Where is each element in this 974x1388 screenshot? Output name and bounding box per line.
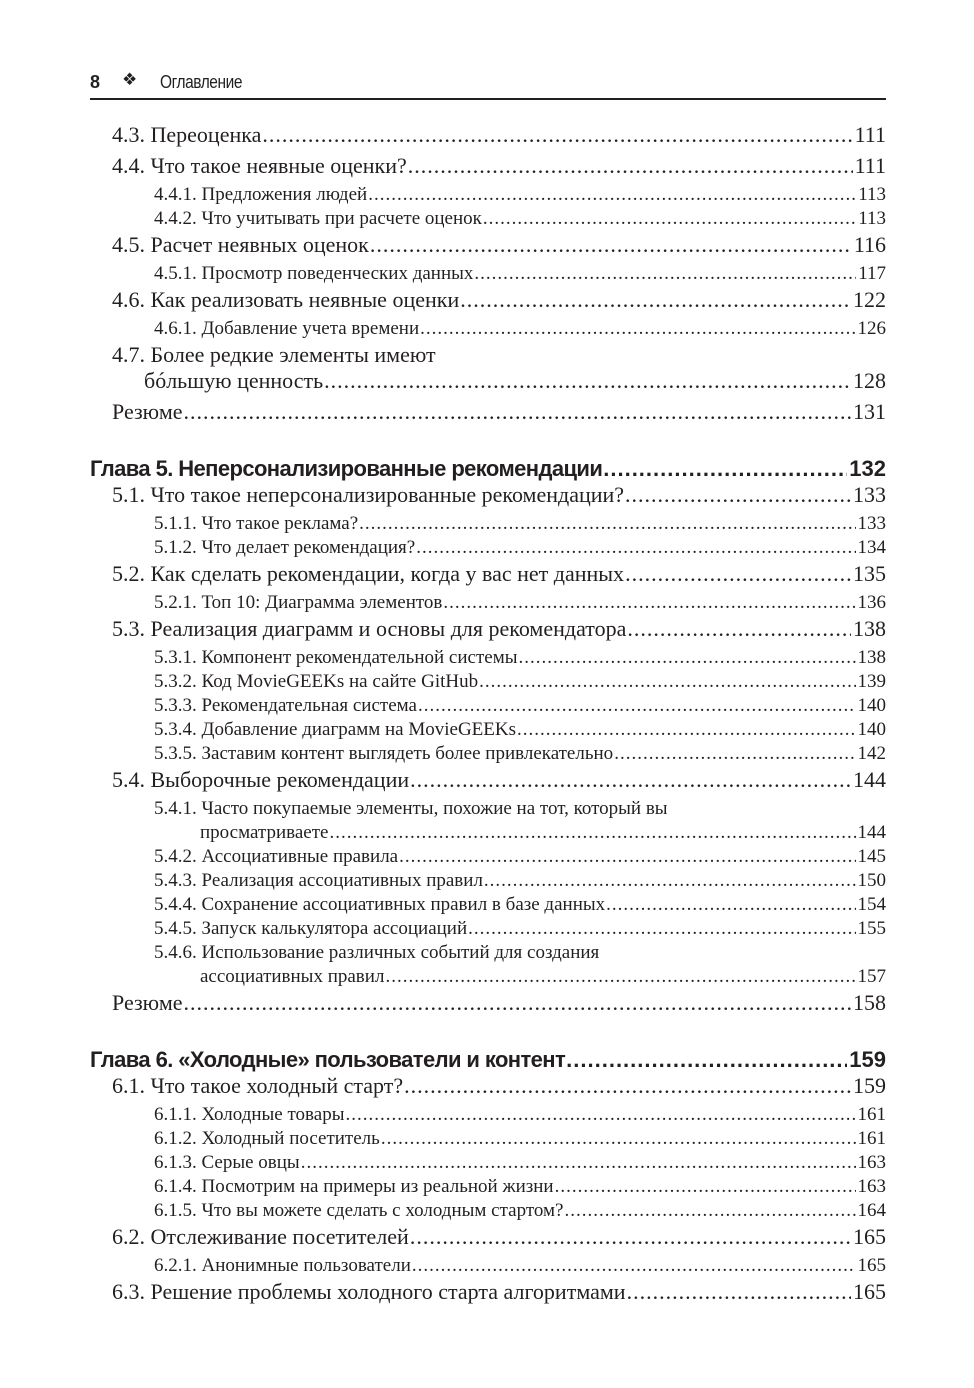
entry-label: 6.1.1. Холодные товары [154, 1104, 345, 1125]
entry-label: 6.1.3. Серые овцы [154, 1152, 300, 1173]
leader-dots [603, 456, 847, 482]
entry-page: 150 [857, 870, 886, 891]
entry-label: 5.1.1. Что такое реклама? [154, 513, 359, 534]
entry-label-line1: 4.7. Более редкие элементы имеют [112, 342, 436, 367]
entry-page: 142 [857, 743, 886, 764]
entry-label: 4.4. Что такое неявные оценки? [112, 153, 407, 178]
toc-entry-4-5-1[interactable] [90, 263, 886, 287]
toc-entry-6-3[interactable] [90, 1279, 886, 1310]
entry-label-line1: 5.4.1. Часто покупаемые элементы, похожие на тот, который вы [154, 798, 668, 819]
leader-dots [555, 1176, 856, 1198]
chapter-page: 132 [849, 456, 886, 481]
entry-page: 117 [858, 263, 886, 284]
leader-dots [184, 399, 851, 425]
toc-entry-4-4-1[interactable] [90, 184, 886, 208]
toc-entry-4-6-1[interactable] [90, 318, 886, 342]
entry-page: 158 [853, 990, 886, 1015]
leader-dots [518, 647, 855, 669]
entry-page: 126 [857, 318, 886, 339]
toc-entry-summary-5[interactable] [90, 990, 886, 1021]
ornament-icon: ❖ [122, 70, 138, 89]
entry-page: 111 [854, 122, 886, 147]
entry-page: 164 [857, 1200, 886, 1221]
leader-dots [627, 616, 851, 642]
page-number: 8 [90, 72, 101, 92]
leader-dots [614, 743, 855, 765]
entry-label: 5.4.2. Ассоциативные правила [154, 846, 399, 867]
leader-dots [410, 767, 851, 793]
entry-page: 111 [854, 153, 886, 178]
entry-label: 5.2.1. Топ 10: Диаграмма элементов [154, 592, 443, 613]
leader-dots [324, 368, 851, 394]
leader-dots [345, 1104, 855, 1126]
toc-entry-5-4-4[interactable] [90, 894, 886, 918]
leader-dots [368, 184, 856, 206]
entry-label: 5.4.3. Реализация ассоциативных правил [154, 870, 483, 891]
leader-dots [625, 561, 851, 587]
entry-page: 165 [853, 1224, 886, 1249]
entry-label-line1: 5.4.6. Использование различных событий для создания [154, 942, 600, 963]
entry-label: 5.1.2. Что делает рекомендация? [154, 537, 416, 558]
entry-continuation [90, 368, 886, 399]
toc-entry-6-1-1[interactable] [90, 1104, 886, 1128]
chapter-label: Глава 6. «Холодные» пользователи и контент [90, 1047, 566, 1072]
entry-page: 131 [853, 399, 886, 424]
toc-entry-5-3[interactable] [90, 616, 886, 647]
leader-dots [359, 513, 855, 535]
entry-page: 135 [853, 561, 886, 586]
leader-dots [370, 232, 852, 258]
toc-entry-6-1-5[interactable] [90, 1200, 886, 1224]
toc-entry-5-2-1[interactable] [90, 592, 886, 616]
running-header [90, 70, 886, 100]
entry-page: 140 [857, 695, 886, 716]
entry-label: 6.2. Отслеживание посетителей [112, 1224, 409, 1249]
entry-page: 139 [857, 671, 886, 692]
toc-entry-5-3-5[interactable] [90, 743, 886, 767]
entry-label: 6.1.5. Что вы можете сделать с холодным стартом? [154, 1200, 564, 1221]
entry-page: 159 [853, 1073, 886, 1098]
toc-entry-6-1[interactable] [90, 1073, 886, 1104]
leader-dots [416, 537, 855, 559]
entry-page: 144 [857, 822, 886, 843]
leader-dots [412, 1255, 856, 1277]
toc-entry-4-6[interactable] [90, 287, 886, 318]
entry-page: 128 [853, 368, 886, 393]
toc-entry-5-3-3[interactable] [90, 695, 886, 719]
leader-dots [408, 153, 853, 179]
entry-label: 5.4.4. Сохранение ассоциативных правил в базе данных [154, 894, 606, 915]
entry-label: 4.4.1. Предложения людей [154, 184, 368, 205]
toc-entry-6-1-2[interactable] [90, 1128, 886, 1152]
leader-dots [418, 695, 856, 717]
entry-label: 6.1.4. Посмотрим на примеры из реальной жизни [154, 1176, 554, 1197]
entry-page: 144 [853, 767, 886, 792]
toc-entry-5-4-5[interactable] [90, 918, 886, 942]
entry-label: 5.4. Выборочные рекомендации [112, 767, 410, 792]
entry-label: 5.3.3. Рекомендательная система [154, 695, 417, 716]
entry-label: 6.1. Что такое холодный старт? [112, 1073, 404, 1098]
leader-dots [566, 1047, 847, 1073]
entry-label: 5.3.5. Заставим контент выглядеть более привлекательно [154, 743, 614, 764]
toc-entry-5-3-4[interactable] [90, 719, 886, 743]
entry-label: Резюме [112, 399, 183, 424]
entry-label: 5.3.4. Добавление диаграмм на MovieGEEKs [154, 719, 517, 740]
entry-page: 161 [857, 1128, 886, 1149]
entry-label: 6.3. Решение проблемы холодного старта алгоритмами [112, 1279, 626, 1304]
toc-entry-4-4-2[interactable] [90, 208, 886, 232]
toc-entry-6-2[interactable] [90, 1224, 886, 1255]
entry-label: Резюме [112, 990, 183, 1015]
toc-entry-5-1-2[interactable] [90, 537, 886, 561]
entry-label: 5.3.1. Компонент рекомендательной системы [154, 647, 518, 668]
leader-dots [399, 846, 855, 868]
entry-label: 5.3.2. Код MovieGEEKs на сайте GitHub [154, 671, 479, 692]
entry-page: 133 [857, 513, 886, 534]
toc-entry-5-4-1[interactable] [90, 798, 886, 846]
leader-dots [410, 1224, 851, 1250]
leader-dots [606, 894, 855, 916]
entry-page: 140 [857, 719, 886, 740]
entry-page: 113 [858, 184, 886, 205]
entry-label: 5.4.5. Запуск калькулятора ассоциаций [154, 918, 468, 939]
toc-chapter-5[interactable] [90, 442, 886, 482]
entry-label: 4.5.1. Просмотр поведенческих данных [154, 263, 474, 284]
toc-entry-5-3-1[interactable] [90, 647, 886, 671]
entry-label: 5.3. Реализация диаграмм и основы для рекомендатора [112, 616, 627, 641]
leader-dots [564, 1200, 855, 1222]
table-of-contents [90, 122, 886, 1310]
toc-entry-4-4[interactable] [90, 153, 886, 184]
entry-label-line2: просматриваете [200, 822, 329, 843]
toc-entry-5-1-1[interactable] [90, 513, 886, 537]
toc-entry-5-1[interactable] [90, 482, 886, 513]
entry-label: 6.2.1. Анонимные пользователи [154, 1255, 411, 1276]
toc-entry-5-4-2[interactable] [90, 846, 886, 870]
entry-page: 138 [857, 647, 886, 668]
entry-label: 4.6. Как реализовать неявные оценки [112, 287, 460, 312]
entry-label: 5.1. Что такое неперсонализированные рекомендации? [112, 482, 625, 507]
leader-dots [479, 671, 855, 693]
entry-continuation [90, 822, 886, 846]
leader-dots [184, 990, 851, 1016]
entry-label-line2: бóльшую ценность [144, 368, 324, 393]
entry-page: 165 [857, 1255, 886, 1276]
leader-dots [460, 287, 851, 313]
toc-entry-5-4[interactable] [90, 767, 886, 798]
entry-page: 163 [857, 1152, 886, 1173]
leader-dots [474, 263, 856, 285]
entry-page: 122 [853, 287, 886, 312]
toc-entry-4-3[interactable] [90, 122, 886, 153]
entry-label: 4.4.2. Что учитывать при расчете оценок [154, 208, 482, 229]
leader-dots [443, 592, 855, 614]
toc-entry-5-4-6[interactable] [90, 942, 886, 990]
entry-page: 113 [858, 208, 886, 229]
toc-chapter-6[interactable] [90, 1033, 886, 1073]
leader-dots [381, 1128, 856, 1150]
entry-page: 155 [857, 918, 886, 939]
leader-dots [625, 482, 851, 508]
entry-page: 163 [857, 1176, 886, 1197]
toc-entry-6-1-3[interactable] [90, 1152, 886, 1176]
entry-label: 5.2. Как сделать рекомендации, когда у вас нет данных [112, 561, 625, 586]
entry-page: 136 [857, 592, 886, 613]
entry-page: 161 [857, 1104, 886, 1125]
entry-page: 138 [853, 616, 886, 641]
section-title: Оглавление [160, 72, 243, 92]
leader-dots [484, 870, 856, 892]
toc-entry-6-1-4[interactable] [90, 1176, 886, 1200]
chapter-page: 159 [849, 1047, 886, 1072]
leader-dots [404, 1073, 851, 1099]
toc-entry-6-2-1[interactable] [90, 1255, 886, 1279]
leader-dots [468, 918, 855, 940]
leader-dots [329, 822, 855, 844]
toc-entry-4-7[interactable] [90, 342, 886, 399]
leader-dots [483, 208, 856, 230]
toc-entry-5-3-2[interactable] [90, 671, 886, 695]
entry-continuation [90, 966, 886, 990]
entry-page: 165 [853, 1279, 886, 1304]
toc-entry-5-2[interactable] [90, 561, 886, 592]
entry-page: 157 [857, 966, 886, 987]
leader-dots [301, 1152, 856, 1174]
chapter-label: Глава 5. Неперсонализированные рекомендации [90, 456, 603, 481]
toc-entry-5-4-3[interactable] [90, 870, 886, 894]
entry-label: 4.3. Переоценка [112, 122, 262, 147]
entry-page: 145 [857, 846, 886, 867]
leader-dots [262, 122, 852, 148]
toc-entry-4-5[interactable] [90, 232, 886, 263]
entry-page: 116 [853, 232, 886, 257]
entry-page: 133 [853, 482, 886, 507]
leader-dots [385, 966, 855, 988]
toc-entry-summary-4[interactable] [90, 399, 886, 430]
entry-page: 134 [857, 537, 886, 558]
leader-dots [627, 1279, 851, 1305]
leader-dots [420, 318, 855, 340]
entry-label: 4.6.1. Добавление учета времени [154, 318, 420, 339]
entry-label: 4.5. Расчет неявных оценок [112, 232, 369, 257]
entry-label: 6.1.2. Холодный посетитель [154, 1128, 380, 1149]
entry-label-line2: ассоциативных правил [200, 966, 385, 987]
entry-page: 154 [857, 894, 886, 915]
leader-dots [517, 719, 855, 741]
